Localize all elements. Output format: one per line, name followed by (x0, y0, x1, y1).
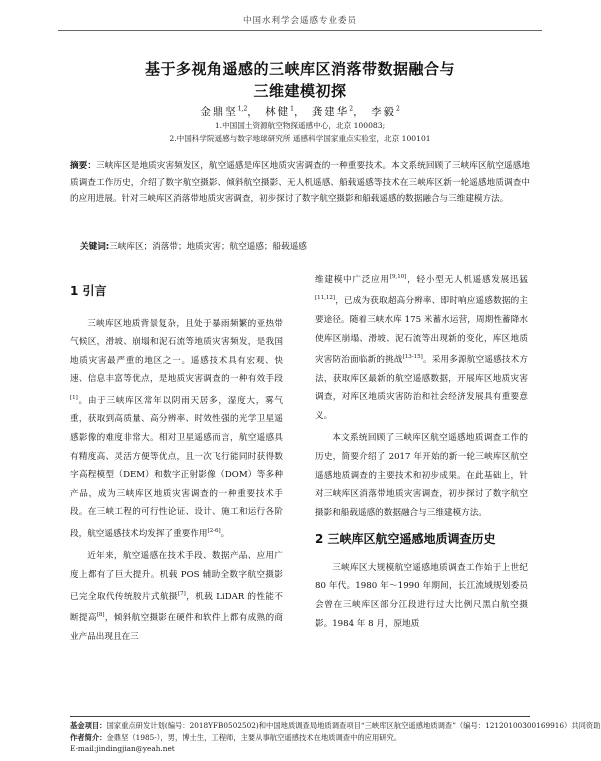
footnote-funding (70, 720, 601, 732)
paragraph-text: ，已成为获取超高分辨率、即时响应遥感数据的主要途径。随着三峡水库 175 米蓄水运营，周期性蓄降水使库区崩塌、滑坡、泥石流等出现新的变化，库区地质灾害防治面临新的挑战 (315, 296, 528, 365)
footnote-author-bio (70, 732, 530, 744)
abstract (70, 158, 530, 208)
abstract-text: 三峡库区是地质灾害频发区，航空遥感是库区地质灾害调查的一种重要技术。本文系统回顾了三峡库区航空遥感地质调查工作历史，介绍了数字航空摄影、倾斜航空摄影、无人机遥感、船载遥感等技术在三峡库区新一轮遥感地质调查中的应用进展。针对三峡库区消落带地质灾害调查，初步探讨了数字航空摄影和船载遥感的数据融合与三维建模方法。 (70, 161, 530, 204)
footnote-funding-label: 基金项目： (70, 721, 107, 730)
footnote-funding-text: 国家重点研发计划(编号：2018YFB0502502)和中国地质调查局地质调查项目“三峡库区航空遥感地质调查”（编号：12120100300169916）共同资助 (106, 721, 601, 730)
footnote-author-text: 金鼎坚（1985-），男，博士生，工程师，主要从事航空遥感技术在地质调查中的应用研究。 (106, 732, 402, 742)
author-affiliation-mark: 1 (290, 105, 294, 113)
running-header-text: 中国水利学会遥感专业委员 (242, 16, 357, 26)
author-affiliation-mark: 2 (395, 105, 400, 113)
keywords (80, 240, 530, 252)
running-header (58, 14, 542, 31)
section-heading-history: 2 三峡库区航空遥感地质调查历史 (315, 532, 496, 547)
affiliation-2: 2.中国科学院遥感与数字地球研究所 遥感科学国家重点实验室，北京 100101 (169, 134, 431, 143)
body-paragraph (70, 547, 283, 646)
keywords-text: 三峡库区；消落带；地质灾害；航空遥感；船载遥感 (109, 242, 307, 252)
citation: [9,10] (389, 274, 407, 280)
author-list: 金鼎坚$^{1,2}$， 林健$^1$， 龚建华$^2$， 李毅$^2$ (200, 105, 400, 118)
body-paragraph (70, 315, 283, 544)
body-paragraph: 三峡库区大规模航空遥感地质调查工作始于上世纪 80 年代。1980 年～1990 年期间，长江流域规划委员会曾在三峡库区部分江段进行过大比例尺黑白航空摄影。1984 年 8 月，原地质 (315, 562, 528, 629)
paragraph-text: 三峡库区地质背景复杂，且处于暴雨频繁的亚热带气候区，滑坡、崩塌和泥石流等地质灾害频发，是我国地质灾害最严重的地区之一。遥感技术具有宏观、快速、信息丰富等优点，是地质灾害调查的一种有效手段 (70, 318, 283, 385)
paragraph-text: ，机载 LiDAR 的性能不断提高 (70, 591, 283, 623)
citation: [7] (177, 590, 186, 597)
citation: [2-6] (207, 527, 221, 534)
footnote-author-label: 作者简介： (70, 732, 107, 742)
paragraph-text: 近年来，航空遥感在技术手段、数据产品、应用广度上都有了巨大提升。机载 POS 辅助全数字航空摄影已完全取代传统胶片式航摄 (70, 551, 283, 602)
citation: [13-15] (402, 354, 423, 361)
left-column (70, 268, 283, 646)
citation: [8] (96, 612, 105, 619)
abstract-label: 摘要： (70, 161, 97, 171)
footnote-email: E-mail:jindingjian@yeah.net (70, 744, 175, 753)
footnote (70, 716, 601, 755)
paragraph-text: 。由于三峡库区常年以阴雨天居多，湿度大，雾气重，获取到高质量、高分辨率、时效性强的光学卫星遥感影像的难度非常大。相对卫星遥感而言，航空遥感具有精度高、灵活方便等优点，且一次飞行能同时获得数字高程模型（DEM）和数字正射影像（DOM）等多种产品，成为三峡库区地质灾害调查的一种重要技术手段。在三峡工程的可行性论证、设计、施工和运行各阶段，航空遥感技术均发挥了重要作用 (70, 395, 283, 539)
author-affiliation-mark: 2 (349, 105, 354, 113)
author-name: 李毅 (370, 106, 396, 118)
paragraph-text: 维建模中广泛应用 (315, 274, 390, 285)
paragraph-text: ，轻小型无人机遥感发展迅猛 (406, 274, 528, 285)
keywords-label: 关键词: (80, 242, 110, 252)
author-name: 龚建华 (311, 106, 350, 118)
title-line-2: 三维建模初探 (253, 82, 347, 100)
body-paragraph (315, 268, 528, 425)
right-column (315, 268, 528, 633)
paragraph-text: 。 (220, 528, 230, 539)
paragraph-text: 。采用多源航空遥感技术方法，获取库区最新的航空遥感数据，开展库区地质灾害调查，对库区地质灾害防治和社会经济发展具有重要意义。 (315, 354, 528, 421)
citation: [11,12] (315, 295, 336, 302)
paper-title (60, 58, 540, 102)
citation: [1] (70, 394, 78, 401)
author-name: 林健 (265, 106, 291, 118)
affiliation-1: 1.中国国土资源航空物探遥感中心，北京 100083; (214, 121, 386, 130)
author-affiliation-mark: 1,2 (237, 105, 248, 113)
body-paragraph: 本文系统回顾了三峡库区航空遥感地质调查工作的历史，简要介绍了 2017 年开始的新一轮三峡库区航空遥感地质调查的主要技术和初步成果。在此基础上，针对三峡库区消落带地质灾害调查，初步探讨了数字航空摄影和船载遥感的数据融合与三维建模方法。 (315, 433, 528, 518)
paragraph-text: ，倾斜航空摄影在硬件和软件上都有成熟的商业产品出现且在三 (70, 612, 283, 642)
author-name: 金鼎坚 (200, 106, 238, 118)
title-line-1: 基于多视角遥感的三峡库区消落带数据融合与 (144, 60, 455, 78)
section-heading-introduction: 1 引言 (70, 284, 107, 298)
